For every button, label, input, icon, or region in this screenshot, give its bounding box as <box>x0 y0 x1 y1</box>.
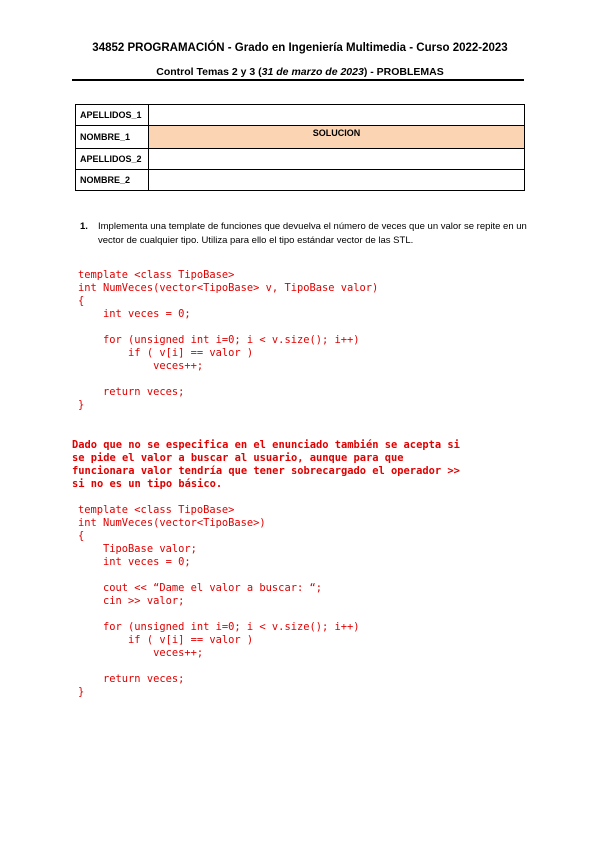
exam-title-prefix: Control Temas 2 y 3 ( <box>156 66 262 78</box>
solution-note: Dado que no se especifica en el enunciado también se acepta si se pide el valor a buscar al usuario, aunque para que funcionara valor tendría que tener sobrecargado el operador >> si no es un tipo básico. <box>72 439 460 490</box>
student-info-table <box>75 104 525 191</box>
question-1 <box>80 220 540 248</box>
field-value-highlighted: SOLUCION <box>149 126 525 149</box>
table-row <box>76 149 525 170</box>
field-value <box>149 105 525 126</box>
table-row <box>76 170 525 191</box>
code-block-solution-1: template <class TipoBase> int NumVeces(vector<TipoBase> v, TipoBase valor) { int veces = 0; for (unsigned int i=0; i < v.size(); i++) if ( v[i] == valor ) veces++; return veces; } <box>78 269 379 411</box>
course-title: 34852 PROGRAMACIÓN - Grado en Ingeniería Multimedia - Curso 2022-2023 <box>92 42 508 54</box>
code-block-solution-2: template <class TipoBase> int NumVeces(vector<TipoBase>) { TipoBase valor; int veces = 0; cout << “Dame el valor a buscar: “; cin >> valor; for (unsigned int i=0; i < v.size(); i++) if ( v[i] == valor ) veces++; return veces; } <box>78 504 360 698</box>
field-label: NOMBRE_1 <box>76 126 149 149</box>
table-row <box>76 126 525 149</box>
field-label: APELLIDOS_2 <box>76 149 149 170</box>
field-value <box>149 170 525 191</box>
header-rule <box>72 79 524 81</box>
question-text: Implementa una template de funciones que devuelva el número de veces que un valor se repite en un vector de cualquier tipo. Utiliza para ello el tipo estándar vector de las STL. <box>98 221 527 246</box>
field-value <box>149 149 525 170</box>
table-row <box>76 105 525 126</box>
exam-title-suffix: ) - PROBLEMAS <box>363 66 444 78</box>
exam-title <box>0 66 600 78</box>
field-label: NOMBRE_2 <box>76 170 149 191</box>
field-label: APELLIDOS_1 <box>76 105 149 126</box>
exam-date: 31 de marzo de 2023 <box>261 66 364 78</box>
question-number: 1. <box>80 221 88 232</box>
